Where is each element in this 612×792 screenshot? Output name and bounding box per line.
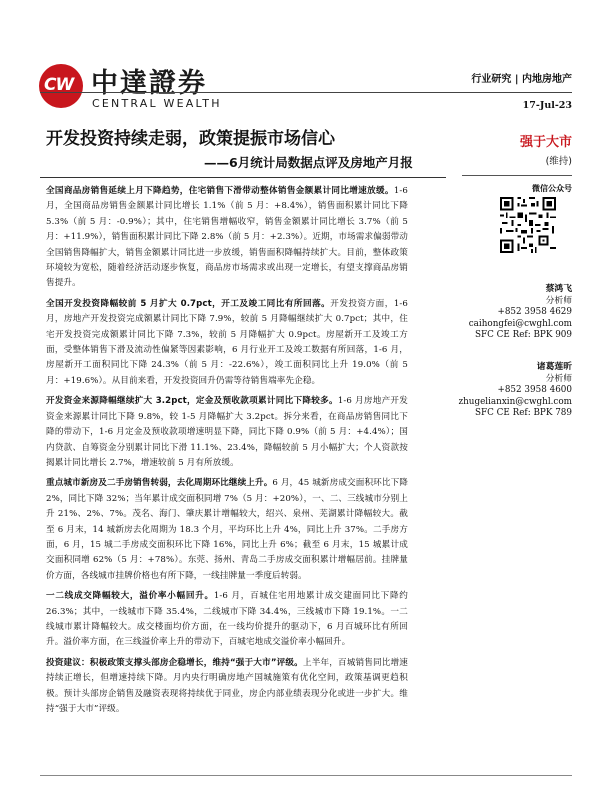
company-logo: [39, 63, 222, 113]
header-divider: [40, 92, 572, 93]
paragraph-sales: [46, 184, 408, 292]
analyst-sfc: SFC CE Ref: BPK 789: [475, 408, 572, 419]
footer-divider: [40, 775, 572, 776]
report-body: [46, 184, 408, 722]
analyst-email[interactable]: caihongfei@cwghl.com: [468, 318, 572, 329]
sidebar-divider: [462, 175, 572, 176]
logo-circle-icon: [39, 64, 83, 108]
analyst-card: [458, 362, 572, 420]
report-date: 17-Jul-23: [522, 100, 572, 111]
analyst-title: 分析师: [545, 295, 572, 306]
logo-mark: CW: [44, 75, 74, 95]
rating: 强于大市: [519, 135, 572, 150]
paragraph-heading: 投资建议：积极政策支撑头部房企稳增长，维持“强于大市”评级。: [46, 657, 303, 668]
logo-chinese-name: 中達證券: [91, 68, 207, 99]
analyst-card: [469, 284, 572, 342]
paragraph-heading: 重点城市新房及二手房销售转弱，去化周期环比继续上升。: [46, 478, 273, 489]
paragraph-funding: [46, 394, 408, 471]
wechat-label: 微信公众号: [532, 184, 572, 193]
analyst-email[interactable]: zhugelianxin@cwghl.com: [458, 396, 572, 407]
paragraph-heading: 一二线成交降幅较大，溢价率小幅回升。: [46, 591, 214, 602]
report-title: 开发投资持续走弱，政策提振市场信心: [46, 129, 335, 149]
paragraph-text: 开发投资方面，1-6 月，房地产开发投资完成额累计同比下降 7.9%，较前 5 月降幅继续扩大 0.7pct；其中，住宅开发投资完成额累计同比下降 7.3%，较前 5 月降幅扩大 0.9pct。房屋新开工及竣工方面，受整体销售下滑及流动性偏紧等因素影响，6 月行业开工及竣工数据有所回落，1-6 月，房屋新开工面积同比下降 24.3%（前 5 月：-22.6%），竣工面积同比上升 19.0%（前 5 月：+19.6%）。从目前来看，开发投资回升仍需等待销售端率先企稳。: [46, 298, 408, 386]
paragraph-text: 1-6 月房地产开发资金来源累计同比下降 9.8%，较 1-5 月降幅扩大 3.2pct。拆分来看，在商品房销售同比下降的带动下，1-6 月定金及预收款项增速明显下降，同比下降 0.9%（前 5 月：+4.4%）；国内贷款、自筹资金分别累计同比下滑 11.1%、23.4%，降幅较前 5 月小幅扩大；个人资款按揭累计同比增长 2.7%，增速较前 5 月有所放缓。: [46, 396, 408, 468]
paragraph-investment: [46, 297, 408, 389]
paragraph-heading: 开发资金来源降幅继续扩大 3.2pct，定金及预收款项累计同比下降较多。: [46, 396, 338, 407]
paragraph-text: 1-6 月，百城住宅用地累计成交建面同比下降约 26.3%；其中，一线城市下降 35.4%，二线城市下降 34.4%，三线城市下降 19.1%。一二线城市累计降幅较大。成交楼面均价方面，在一线均价提升的驱动下，6 月百城环比有所回升。溢价率方面，在三线溢价率上升的带动下，百城宅地成交溢价率小幅回升。: [46, 591, 408, 648]
logo-english-name: CENTRAL WEALTH: [92, 97, 222, 110]
analyst-title: 分析师: [545, 373, 572, 384]
paragraph-recommendation: [46, 656, 408, 718]
analyst-sfc: SFC CE Ref: BPK 909: [475, 330, 572, 341]
report-subtitle: ——6月统计局数据点评及房地产月报: [204, 155, 413, 170]
analyst-phone: +852 3958 4629: [497, 307, 572, 318]
paragraph-heading: 全国开发投资降幅较前 5 月扩大 0.7pct，开工及竣工同比有所回落。: [46, 298, 331, 309]
document-category: 行业研究 | 内地房地产: [471, 74, 572, 85]
paragraph-text: 上半年，百城销售同比增速持续正增长，但增速持续下降。月内央行明确房地产国城施策有优化空间，政策基调更趋积极。预计头部房企销售及融资表现将持续优于同业，房企内部业绩表现分化或进一步扩大。维持“强于大市”评级。: [46, 657, 408, 714]
title-divider: [40, 177, 446, 178]
paragraph-text: 1-6月，全国商品房销售金额累计同比增长 1.1%（前 5 月：+8.4%），销售面积累计同比下降 5.3%（前 5 月：-0.9%）；其中，住宅销售增幅收窄，销售金额累计同比增长 3.7%（前 5 月：+11.9%），销售面积累计同比下降 2.8%（前 5 月：+2.3%）。近期，市场需求偏弱带动全国销售降幅扩大，销售金额累计同比进一步放缓，销售面积降幅持续扩大。目前，整体政策环境较为宽松，随着经济活动逐步恢复，商品房市场需求或出现一定增长，有望支撑商品房销售提升。: [46, 186, 408, 289]
analyst-name: 诸葛莲昕: [536, 362, 572, 372]
paragraph-key-cities: [46, 476, 408, 584]
analyst-name: 蔡鸿飞: [545, 284, 572, 294]
qr-code-icon: [500, 197, 556, 253]
rating-note: (维持): [545, 156, 572, 167]
paragraph-text: 6 月，45 城新房成交面积环比下降 2%，同比下降 32%；当年累计成交面积同增 7%（5 月：+20%），一、二、三线城市分别上升 21%、2%、7%。茂名、海门、肇庆累计增幅较大，绍兴、泉州、芜湖累计降幅较大。截至 6 月末，14 城新房去化周期为 18.3 个月，平均环比上升 4%，同比上升 37%。二手房方面，6 月，15 城二手房成交面积环比下降 16%，同比上升 6%；截至 6 月末，15 城累计成交面积同增 62%（5 月：+78%）。东莞、扬州、青岛二手房成交面积累计增幅居前。挂牌量价方面，各线城市挂牌价格也有所下降，一线挂牌量一季度后转弱。: [46, 478, 408, 581]
analyst-phone: +852 3958 4600: [497, 385, 572, 396]
paragraph-land: [46, 589, 408, 651]
paragraph-heading: 全国商品房销售延续上月下降趋势，住宅销售下滑带动整体销售金额累计同比增速放缓。: [46, 186, 394, 196]
